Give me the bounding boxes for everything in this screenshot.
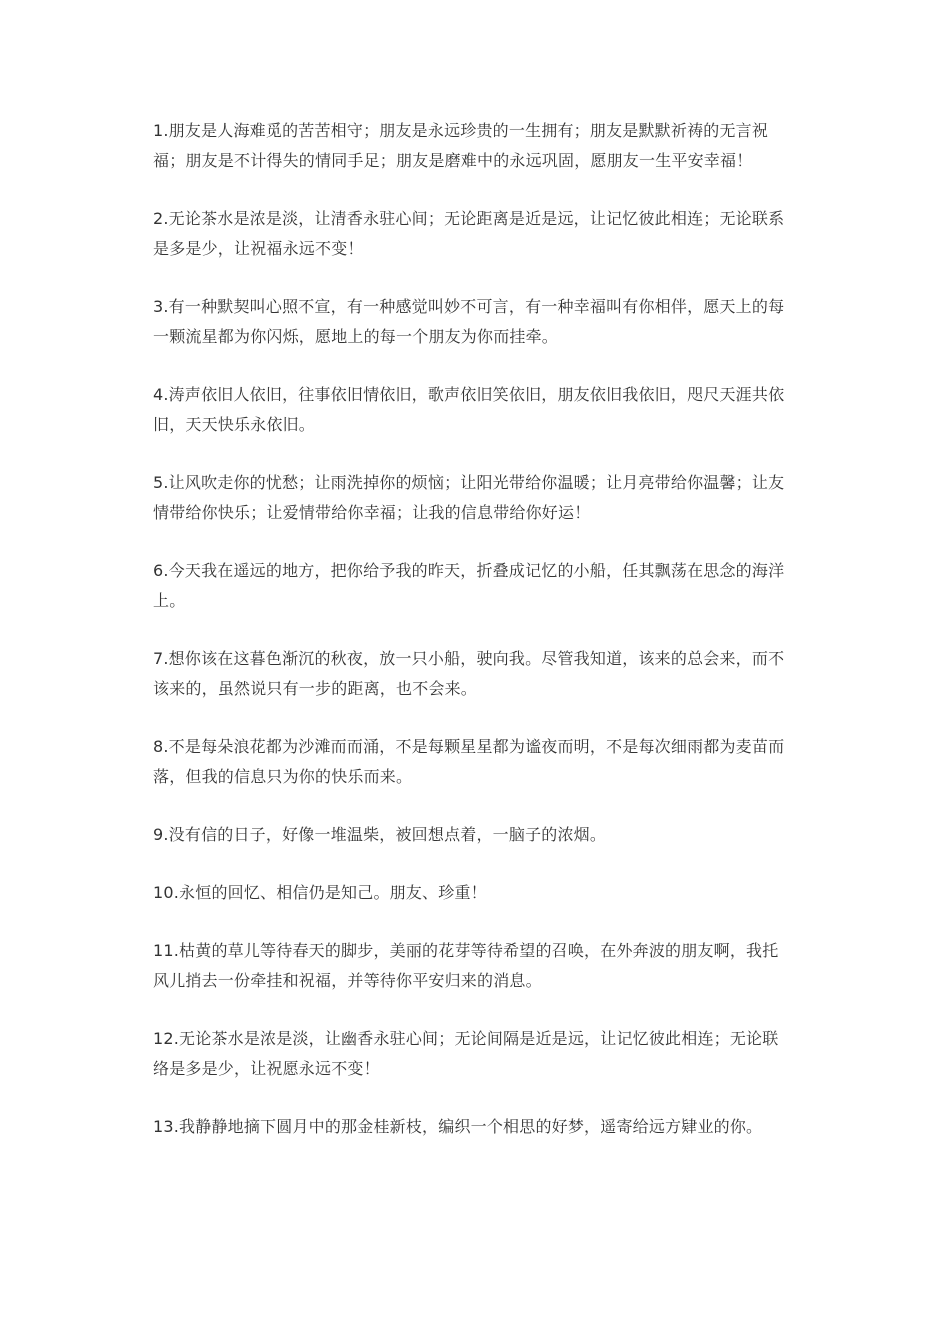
- paragraph-11: 11.枯黄的草儿等待春天的脚步，美丽的花芽等待希望的召唤，在外奔波的朋友啊，我托风儿捎去一份牵挂和祝福，并等待你平安归来的消息。: [153, 941, 779, 990]
- paragraph-2: 2.无论茶水是浓是淡，让清香永驻心间；无论距离是近是远，让记忆彼此相连；无论联系是多是少，让祝福永远不变！: [153, 209, 785, 258]
- paragraph-1: 1.朋友是人海难觅的苦苦相守；朋友是永远珍贵的一生拥有；朋友是默默祈祷的无言祝福；朋友是不计得失的情同手足；朋友是磨难中的永远巩固，愿朋友一生平安幸福！: [153, 121, 769, 170]
- paragraph-7: 7.想你该在这暮色渐沉的秋夜，放一只小船，驶向我。尽管我知道，该来的总会来，而不该来的，虽然说只有一步的距离，也不会来。: [153, 649, 785, 698]
- paragraph-4: 4.涛声依旧人依旧，往事依旧情依旧，歌声依旧笑依旧，朋友依旧我依旧，咫尺天涯共依旧，天天快乐永依旧。: [153, 385, 785, 434]
- paragraph-5: 5.让风吹走你的忧愁；让雨洗掉你的烦恼；让阳光带给你温暖；让月亮带给你温馨；让友情带给你快乐；让爱情带给你幸福；让我的信息带给你好运！: [153, 473, 785, 522]
- paragraph-9: 9.没有信的日子，好像一堆温柴，被回想点着，一脑子的浓烟。: [153, 825, 607, 844]
- paragraph-13: 13.我静静地摘下圆月中的那金桂新枝，编织一个相思的好梦，遥寄给远方肄业的你。: [153, 1117, 763, 1136]
- document-body: [153, 116, 793, 1170]
- paragraph-10: 10.永恒的回忆、相信仍是知己。朋友、珍重！: [153, 883, 487, 902]
- paragraph-3: 3.有一种默契叫心照不宣，有一种感觉叫妙不可言，有一种幸福叫有你相伴，愿天上的每一颗流星都为你闪烁，愿地上的每一个朋友为你而挂牵。: [153, 297, 785, 346]
- paragraph-12: 12.无论茶水是浓是淡，让幽香永驻心间；无论间隔是近是远，让记忆彼此相连；无论联络是多是少，让祝愿永远不变！: [153, 1029, 779, 1078]
- paragraph-6: 6.今天我在遥远的地方，把你给予我的昨天，折叠成记忆的小船，任其飘荡在思念的海洋上。: [153, 561, 785, 610]
- paragraph-8: 8.不是每朵浪花都为沙滩而而涌，不是每颗星星都为谧夜而明，不是每次细雨都为麦苗而落，但我的信息只为你的快乐而来。: [153, 737, 785, 786]
